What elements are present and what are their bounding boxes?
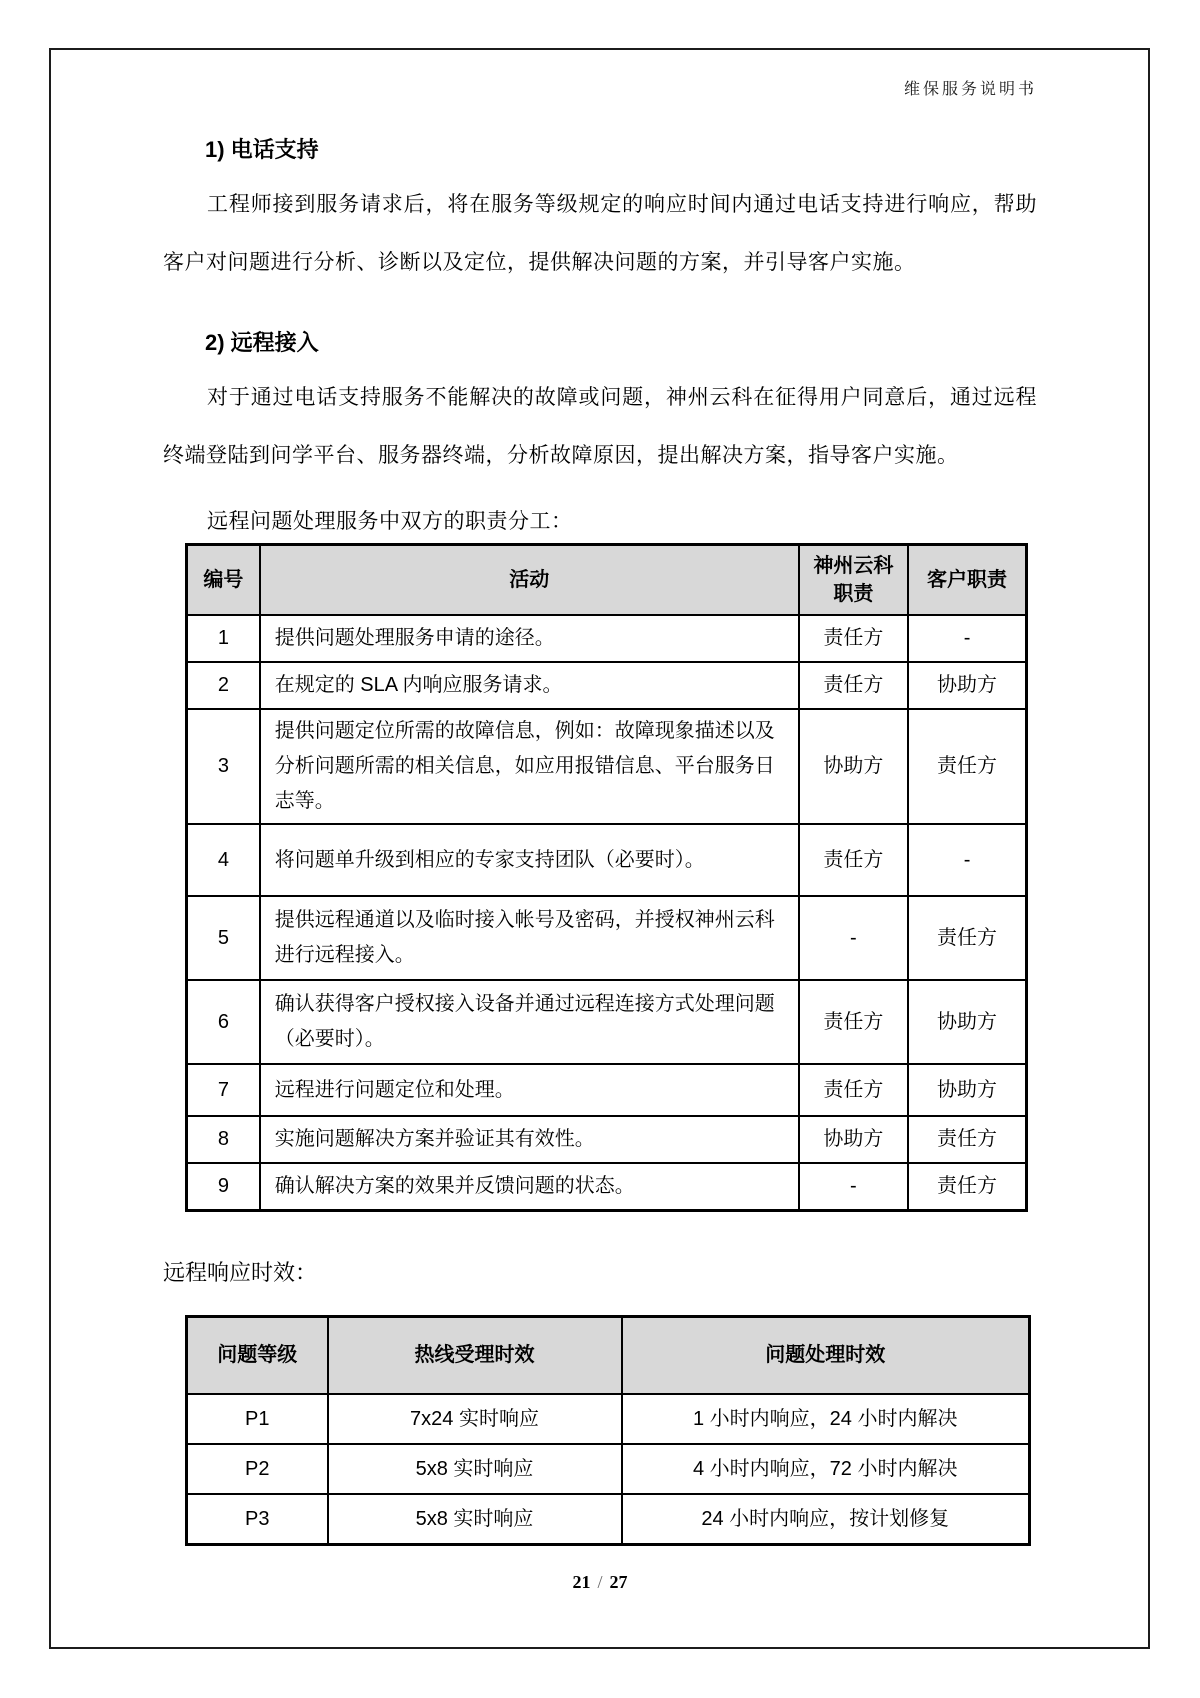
table-row xyxy=(187,1163,1027,1210)
page-footer xyxy=(0,1572,1200,1593)
row-number-cell: 9 xyxy=(187,1163,260,1210)
row-number-cell: 6 xyxy=(187,980,260,1064)
responsibility-table-intro: 远程问题处理服务中双方的职责分工： xyxy=(207,510,573,533)
table-row xyxy=(187,1444,1030,1494)
table-row xyxy=(187,662,1027,709)
hotline-response-cell: 5x8 实时响应 xyxy=(328,1444,622,1494)
row-number-cell: 2 xyxy=(187,662,260,709)
row-number-cell: 1 xyxy=(187,615,260,662)
vendor-role-cell: - xyxy=(799,896,908,980)
row-number-cell: 8 xyxy=(187,1116,260,1163)
table-row xyxy=(187,615,1027,662)
customer-role-cell: - xyxy=(908,824,1026,896)
activity-cell: 确认获得客户授权接入设备并通过远程连接方式处理问题（必要时）。 xyxy=(260,980,799,1064)
sla-section-heading: 远程响应时效： xyxy=(163,1259,318,1285)
problem-level-cell: P3 xyxy=(187,1494,328,1544)
problem-handling-cell: 1 小时内响应，24 小时内解决 xyxy=(622,1394,1030,1444)
page-number-separator: / xyxy=(597,1572,603,1592)
customer-role-cell: 责任方 xyxy=(908,1163,1026,1210)
table-row xyxy=(187,1394,1030,1444)
activity-cell: 提供问题定位所需的故障信息，例如：故障现象描述以及分析问题所需的相关信息，如应用报错信息、平台服务日志等。 xyxy=(260,709,799,824)
problem-handling-cell: 24 小时内响应，按计划修复 xyxy=(622,1494,1030,1544)
section-heading-remote-access: 2) 远程接入 xyxy=(205,330,319,355)
vendor-role-cell: 责任方 xyxy=(799,824,908,896)
paragraph-remote-access: 对于通过电话支持服务不能解决的故障或问题，神州云科在征得用户同意后，通过远程终端登陆到问学平台、服务器终端，分析故障原因，提出解决方案，指导客户实施。 xyxy=(163,386,1037,467)
problem-level-cell: P1 xyxy=(187,1394,328,1444)
vendor-role-cell: - xyxy=(799,1163,908,1210)
sla-table xyxy=(185,1315,1031,1546)
column-header-activity: 活动 xyxy=(260,545,799,616)
customer-role-cell: 协助方 xyxy=(908,662,1026,709)
row-number-cell: 4 xyxy=(187,824,260,896)
table-row xyxy=(187,1064,1027,1116)
vendor-role-cell: 协助方 xyxy=(799,709,908,824)
activity-cell: 确认解决方案的效果并反馈问题的状态。 xyxy=(260,1163,799,1210)
responsibility-table xyxy=(185,543,1028,1212)
customer-role-cell: 协助方 xyxy=(908,1064,1026,1116)
column-header-number: 编号 xyxy=(187,545,260,616)
table-row xyxy=(187,1116,1027,1163)
vendor-role-cell: 责任方 xyxy=(799,1064,908,1116)
column-header-customer-role: 客户职责 xyxy=(908,545,1026,616)
activity-cell: 将问题单升级到相应的专家支持团队（必要时）。 xyxy=(260,824,799,896)
activity-cell: 提供问题处理服务申请的途径。 xyxy=(260,615,799,662)
paragraph-phone-support: 工程师接到服务请求后，将在服务等级规定的响应时间内通过电话支持进行响应，帮助客户对问题进行分析、诊断以及定位，提供解决问题的方案，并引导客户实施。 xyxy=(163,193,1037,274)
column-header-problem-handling: 问题处理时效 xyxy=(622,1316,1030,1394)
table-row xyxy=(187,1494,1030,1544)
sla-table-header-row xyxy=(187,1316,1030,1394)
table-row xyxy=(187,709,1027,824)
customer-role-cell: 协助方 xyxy=(908,980,1026,1064)
activity-cell: 在规定的 SLA 内响应服务请求。 xyxy=(260,662,799,709)
column-header-vendor-role: 神州云科职责 xyxy=(799,545,908,616)
hotline-response-cell: 7x24 实时响应 xyxy=(328,1394,622,1444)
vendor-role-cell: 责任方 xyxy=(799,615,908,662)
vendor-role-cell: 责任方 xyxy=(799,662,908,709)
column-header-hotline-response: 热线受理时效 xyxy=(328,1316,622,1394)
row-number-cell: 5 xyxy=(187,896,260,980)
problem-level-cell: P2 xyxy=(187,1444,328,1494)
activity-cell: 实施问题解决方案并验证其有效性。 xyxy=(260,1116,799,1163)
customer-role-cell: - xyxy=(908,615,1026,662)
page-number: 21 xyxy=(572,1572,591,1592)
row-number-cell: 3 xyxy=(187,709,260,824)
vendor-role-cell: 协助方 xyxy=(799,1116,908,1163)
row-number-cell: 7 xyxy=(187,1064,260,1116)
hotline-response-cell: 5x8 实时响应 xyxy=(328,1494,622,1544)
customer-role-cell: 责任方 xyxy=(908,896,1026,980)
column-header-problem-level: 问题等级 xyxy=(187,1316,328,1394)
customer-role-cell: 责任方 xyxy=(908,1116,1026,1163)
vendor-role-cell: 责任方 xyxy=(799,980,908,1064)
activity-cell: 远程进行问题定位和处理。 xyxy=(260,1064,799,1116)
table-row xyxy=(187,896,1027,980)
problem-handling-cell: 4 小时内响应，72 小时内解决 xyxy=(622,1444,1030,1494)
running-header-title: 维保服务说明书 xyxy=(903,81,1037,98)
total-pages: 27 xyxy=(609,1572,628,1592)
table-row xyxy=(187,824,1027,896)
table-row xyxy=(187,980,1027,1064)
customer-role-cell: 责任方 xyxy=(908,709,1026,824)
page-content xyxy=(163,76,1037,1546)
responsibility-table-header-row xyxy=(187,545,1027,616)
section-heading-phone-support: 1) 电话支持 xyxy=(205,137,319,162)
activity-cell: 提供远程通道以及临时接入帐号及密码，并授权神州云科进行远程接入。 xyxy=(260,896,799,980)
